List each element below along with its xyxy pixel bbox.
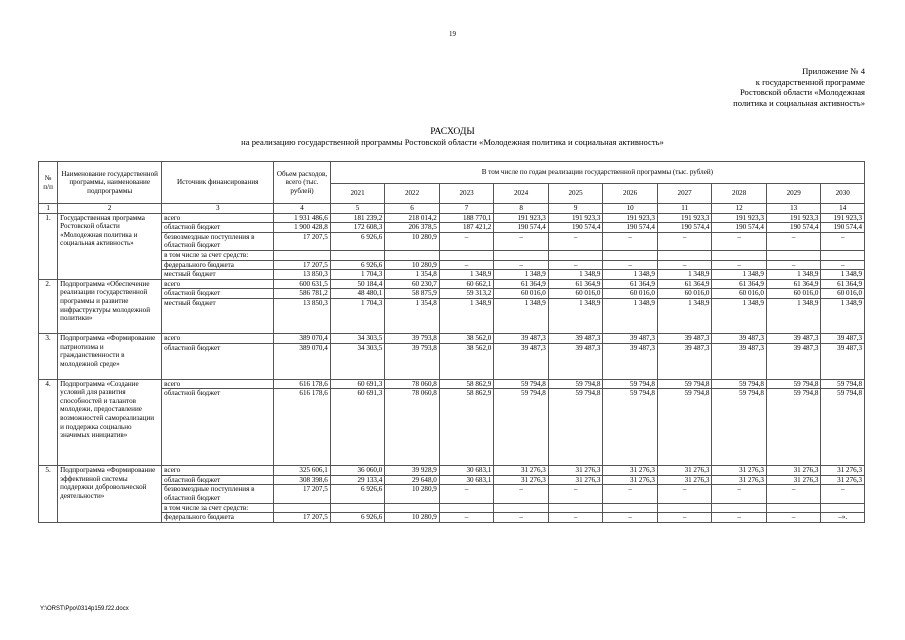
year-value: 31 276,3 (712, 475, 767, 485)
year-value (385, 250, 440, 260)
year-value: 61 364,9 (548, 279, 603, 289)
year-value: 191 923,3 (821, 213, 865, 223)
year-value: – (766, 485, 821, 503)
year-value: 60 230,7 (385, 279, 440, 289)
header-total: Объем расходов, всего (тыс. рублей) (274, 162, 331, 204)
year-value: 36 060,0 (330, 466, 385, 476)
year-value: 39 487,3 (712, 333, 767, 343)
column-number: 8 (494, 204, 549, 214)
year-value: 6 926,6 (330, 485, 385, 503)
year-value (766, 250, 821, 260)
column-number: 14 (821, 204, 865, 214)
year-value: 31 276,3 (603, 466, 658, 476)
year-value: 59 794,8 (821, 389, 865, 466)
column-number: 1 (39, 204, 58, 214)
funding-source: областной бюджет (162, 475, 274, 485)
year-value: 1 354,8 (385, 298, 440, 333)
year-value: 58 862,9 (439, 379, 494, 389)
year-value: 1 348,9 (657, 270, 712, 280)
year-value: 59 794,8 (603, 379, 658, 389)
funding-source: безвозмездные поступления в областной бюджет (162, 485, 274, 503)
header-year: 2027 (657, 184, 712, 204)
year-value: 1 348,9 (439, 270, 494, 280)
funding-source: всего (162, 466, 274, 476)
program-name: Подпрограмма «Обеспечение реализации государственной программы и развитие инфраструктуры молодежной политики» (58, 279, 162, 333)
year-value: 30 683,1 (439, 475, 494, 485)
year-value: 1 348,9 (494, 270, 549, 280)
year-value: 1 348,9 (603, 298, 658, 333)
year-value: – (494, 232, 549, 250)
table-row (39, 279, 865, 289)
year-value: – (439, 513, 494, 523)
year-value: – (766, 232, 821, 250)
year-value: 39 487,3 (821, 333, 865, 343)
funding-source: безвозмездные поступления в областной бюджет (162, 232, 274, 250)
year-value: – (494, 485, 549, 503)
header-name: Наименование государственной программы, наименование подпрограммы (58, 162, 162, 204)
total-value: 325 606,1 (274, 466, 331, 476)
year-value: 60 016,0 (494, 289, 549, 299)
year-value: 39 487,3 (657, 333, 712, 343)
year-value (603, 250, 658, 260)
year-value: – (712, 260, 767, 270)
year-value: – (712, 232, 767, 250)
header-year: 2022 (385, 184, 440, 204)
header-years-group: В том числе по годам реализации государственной программы (тыс. рублей) (330, 162, 864, 184)
year-value: 31 276,3 (494, 466, 549, 476)
year-value: 59 794,8 (766, 389, 821, 466)
expenses-table (38, 161, 865, 523)
year-value: – (548, 232, 603, 250)
year-value: 59 794,8 (494, 379, 549, 389)
total-value: 389 070,4 (274, 343, 331, 379)
year-value: 38 562,0 (439, 333, 494, 343)
year-value: – (766, 260, 821, 270)
year-value: 6 926,6 (330, 260, 385, 270)
year-value: 60 016,0 (821, 289, 865, 299)
year-value: – (494, 513, 549, 523)
year-value: – (494, 260, 549, 270)
column-number: 2 (58, 204, 162, 214)
row-number: 5. (39, 466, 58, 523)
year-value: 1 704,3 (330, 298, 385, 333)
year-value: 61 364,9 (821, 279, 865, 289)
total-value: 389 070,4 (274, 333, 331, 343)
header-year: 2026 (603, 184, 658, 204)
year-value: 1 348,9 (821, 270, 865, 280)
header-year: 2030 (821, 184, 865, 204)
total-value: 17 207,5 (274, 260, 331, 270)
year-value: 60 016,0 (712, 289, 767, 299)
funding-source: областной бюджет (162, 289, 274, 299)
header-year: 2024 (494, 184, 549, 204)
year-value: 59 794,8 (821, 379, 865, 389)
year-value: 39 793,8 (385, 333, 440, 343)
year-value: – (712, 513, 767, 523)
year-value: 191 923,3 (494, 213, 549, 223)
year-value (657, 503, 712, 513)
year-value (657, 250, 712, 260)
total-value (274, 250, 331, 260)
year-value: 48 480,1 (330, 289, 385, 299)
year-value: – (439, 232, 494, 250)
year-value: 39 487,3 (821, 343, 865, 379)
year-value: 61 364,9 (657, 279, 712, 289)
total-value: 616 178,6 (274, 389, 331, 466)
year-value: 58 875,9 (385, 289, 440, 299)
year-value: 61 364,9 (766, 279, 821, 289)
year-value: 39 487,3 (603, 343, 658, 379)
year-value: 31 276,3 (494, 475, 549, 485)
year-value: – (821, 260, 865, 270)
header-source: Источник финансирования (162, 162, 274, 204)
year-value: 59 794,8 (657, 379, 712, 389)
total-value (274, 503, 331, 513)
year-value (494, 503, 549, 513)
year-value: 39 487,3 (548, 343, 603, 379)
year-value: 188 770,1 (439, 213, 494, 223)
year-value: 187 421,2 (439, 223, 494, 233)
year-value: 39 487,3 (766, 343, 821, 379)
document-title: РАСХОДЫ (430, 126, 475, 137)
table-row (39, 270, 865, 280)
table-row (39, 260, 865, 270)
table-row (39, 250, 865, 260)
header-year: 2028 (712, 184, 767, 204)
document-title-block (0, 126, 905, 148)
table-body (39, 213, 865, 522)
year-value: 1 704,3 (330, 270, 385, 280)
funding-source: всего (162, 333, 274, 343)
year-value: 1 348,9 (439, 298, 494, 333)
year-value: –». (821, 513, 865, 523)
table-row (39, 513, 865, 523)
year-value: 60 016,0 (657, 289, 712, 299)
appendix-line: Ростовской области «Молодежная (739, 87, 865, 98)
year-value: 1 348,9 (766, 270, 821, 280)
year-value: 31 276,3 (603, 475, 658, 485)
year-value: 59 794,8 (548, 389, 603, 466)
program-name: Подпрограмма «Формирование патриотизма и гражданственности в молодежной среде» (58, 333, 162, 379)
year-value: – (712, 485, 767, 503)
column-number: 12 (712, 204, 767, 214)
year-value: 218 014,2 (385, 213, 440, 223)
year-value (439, 503, 494, 513)
year-value: 39 487,3 (548, 333, 603, 343)
row-number: 4. (39, 379, 58, 466)
total-value: 308 398,6 (274, 475, 331, 485)
year-value: 60 662,1 (439, 279, 494, 289)
year-value: 1 348,9 (548, 298, 603, 333)
year-value: 38 562,0 (439, 343, 494, 379)
year-value: 39 487,3 (766, 333, 821, 343)
year-value: 60 016,0 (766, 289, 821, 299)
program-name: Государственная программа Ростовской области «Молодежная политика и социальная активность» (58, 213, 162, 279)
year-value: 190 574,4 (548, 223, 603, 233)
year-value: 190 574,4 (494, 223, 549, 233)
year-value: – (821, 485, 865, 503)
year-value: 59 794,8 (603, 389, 658, 466)
year-value: 60 691,3 (330, 389, 385, 466)
table-row (39, 333, 865, 343)
year-value: 191 923,3 (712, 213, 767, 223)
year-value (385, 503, 440, 513)
year-value: 1 348,9 (712, 298, 767, 333)
year-value: 58 862,9 (439, 389, 494, 466)
year-value: 31 276,3 (712, 466, 767, 476)
year-value: 59 794,8 (657, 389, 712, 466)
funding-source: всего (162, 279, 274, 289)
year-value: 1 348,9 (712, 270, 767, 280)
year-value: – (603, 232, 658, 250)
year-value: 31 276,3 (657, 475, 712, 485)
page-number: 19 (449, 30, 456, 38)
year-value: 29 133,4 (330, 475, 385, 485)
row-number: 3. (39, 333, 58, 379)
table-row (39, 466, 865, 476)
total-value: 1 900 428,8 (274, 223, 331, 233)
year-value: – (657, 485, 712, 503)
header-year: 2025 (548, 184, 603, 204)
year-value: 30 683,1 (439, 466, 494, 476)
header-year: 2023 (439, 184, 494, 204)
year-value: 59 794,8 (712, 379, 767, 389)
year-value: – (603, 485, 658, 503)
funding-source: в том числе за счет средств: (162, 503, 274, 513)
year-value: 190 574,4 (766, 223, 821, 233)
total-value: 616 178,6 (274, 379, 331, 389)
table-row (39, 503, 865, 513)
table-header (39, 162, 865, 214)
year-value: – (766, 513, 821, 523)
year-value: 190 574,4 (712, 223, 767, 233)
year-value: 31 276,3 (821, 475, 865, 485)
year-value: 1 348,9 (548, 270, 603, 280)
year-value (712, 250, 767, 260)
column-number: 11 (657, 204, 712, 214)
total-value: 17 207,5 (274, 513, 331, 523)
year-value: 60 016,0 (603, 289, 658, 299)
header-year: 2029 (766, 184, 821, 204)
funding-source: областной бюджет (162, 389, 274, 466)
year-value: 61 364,9 (494, 279, 549, 289)
document-subtitle: на реализацию государственной программы Ростовской области «Молодежная политика и социальная активность» (241, 137, 664, 147)
year-value: 191 923,3 (603, 213, 658, 223)
year-value: 1 348,9 (603, 270, 658, 280)
year-value (603, 503, 658, 513)
funding-source: областной бюджет (162, 223, 274, 233)
year-value: 1 348,9 (494, 298, 549, 333)
year-value: 10 280,9 (385, 232, 440, 250)
year-value (330, 250, 385, 260)
funding-source: федерального бюджета (162, 513, 274, 523)
year-value (766, 503, 821, 513)
year-value: 6 926,6 (330, 513, 385, 523)
year-value: 191 923,3 (548, 213, 603, 223)
year-value: – (439, 260, 494, 270)
table-row (39, 223, 865, 233)
year-value: 31 276,3 (548, 466, 603, 476)
program-name: Подпрограмма «Формирование эффективной системы поддержки добровольческой деятельности» (58, 466, 162, 523)
year-value: 59 313,2 (439, 289, 494, 299)
table-row (39, 298, 865, 333)
year-value: 29 648,0 (385, 475, 440, 485)
year-value: 39 487,3 (603, 333, 658, 343)
total-value: 1 931 486,6 (274, 213, 331, 223)
year-value (712, 503, 767, 513)
year-value: – (548, 260, 603, 270)
year-value (439, 250, 494, 260)
year-value (821, 503, 865, 513)
year-value: 190 574,4 (657, 223, 712, 233)
year-value (494, 250, 549, 260)
year-value: 39 487,3 (494, 333, 549, 343)
column-number: 7 (439, 204, 494, 214)
table-row (39, 343, 865, 379)
year-value: – (821, 232, 865, 250)
year-value: – (657, 513, 712, 523)
year-value: 31 276,3 (766, 475, 821, 485)
column-number: 10 (603, 204, 658, 214)
funding-source: в том числе за счет средств: (162, 250, 274, 260)
year-value: 61 364,9 (712, 279, 767, 289)
year-value: 1 348,9 (821, 298, 865, 333)
year-value: 191 923,3 (657, 213, 712, 223)
year-value: 59 794,8 (766, 379, 821, 389)
funding-source: областной бюджет (162, 343, 274, 379)
table-row (39, 475, 865, 485)
year-value: 39 487,3 (712, 343, 767, 379)
year-value: 206 378,5 (385, 223, 440, 233)
appendix-line: к государственной программе (755, 76, 865, 87)
year-value: – (439, 485, 494, 503)
funding-source: федерального бюджета (162, 260, 274, 270)
year-value: 190 574,4 (821, 223, 865, 233)
year-value: 39 487,3 (494, 343, 549, 379)
year-value: 78 060,8 (385, 379, 440, 389)
year-value: 1 354,8 (385, 270, 440, 280)
column-number: 5 (330, 204, 385, 214)
year-value: 190 574,4 (603, 223, 658, 233)
row-number: 2. (39, 279, 58, 333)
year-value (548, 503, 603, 513)
funding-source: местный бюджет (162, 298, 274, 333)
year-value: 39 487,3 (657, 343, 712, 379)
year-value: 59 794,8 (712, 389, 767, 466)
table-row (39, 232, 865, 250)
year-value: 1 348,9 (766, 298, 821, 333)
year-value: 59 794,8 (548, 379, 603, 389)
year-value: 50 184,4 (330, 279, 385, 289)
year-value (548, 250, 603, 260)
total-value: 586 781,2 (274, 289, 331, 299)
year-value: 10 280,9 (385, 260, 440, 270)
appendix-line: Приложение № 4 (802, 66, 865, 76)
year-value: 1 348,9 (657, 298, 712, 333)
table-row (39, 213, 865, 223)
table-row (39, 485, 865, 503)
year-value: 10 280,9 (385, 513, 440, 523)
year-value: – (603, 260, 658, 270)
file-path-footer: Y:\ORST\Ppo\0314p159.f22.docx (40, 606, 129, 612)
year-value: 31 276,3 (766, 466, 821, 476)
column-number: 3 (162, 204, 274, 214)
year-value: 34 303,5 (330, 343, 385, 379)
year-value (330, 503, 385, 513)
year-value: 60 691,3 (330, 379, 385, 389)
year-value: 59 794,8 (494, 389, 549, 466)
year-value: 191 923,3 (766, 213, 821, 223)
year-value: 39 928,9 (385, 466, 440, 476)
year-value: 31 276,3 (657, 466, 712, 476)
column-number: 13 (766, 204, 821, 214)
year-value: – (657, 260, 712, 270)
column-number: 6 (385, 204, 440, 214)
total-value: 13 850,3 (274, 270, 331, 280)
year-value: 31 276,3 (821, 466, 865, 476)
column-number: 4 (274, 204, 331, 214)
table-row (39, 289, 865, 299)
year-value: 181 239,2 (330, 213, 385, 223)
year-value: – (603, 513, 658, 523)
year-value: 172 608,3 (330, 223, 385, 233)
year-value: 61 364,9 (603, 279, 658, 289)
total-value: 17 207,5 (274, 485, 331, 503)
table-row (39, 389, 865, 466)
header-year: 2021 (330, 184, 385, 204)
appendix-line: политика и социальная активность» (733, 97, 865, 108)
year-value: 31 276,3 (548, 475, 603, 485)
program-name: Подпрограмма «Создание условий для развития способностей и талантов молодежи, предоставление возможностей самореализации и поддержка социально значимых инициатив» (58, 379, 162, 466)
total-value: 600 631,5 (274, 279, 331, 289)
row-number: 1. (39, 213, 58, 279)
year-value: 39 793,8 (385, 343, 440, 379)
funding-source: всего (162, 379, 274, 389)
year-value: – (548, 485, 603, 503)
column-number: 9 (548, 204, 603, 214)
funding-source: всего (162, 213, 274, 223)
year-value: – (548, 513, 603, 523)
year-value: 60 016,0 (548, 289, 603, 299)
header-num: № п/п (39, 162, 58, 204)
year-value: 78 060,8 (385, 389, 440, 466)
funding-source: местный бюджет (162, 270, 274, 280)
year-value: – (657, 232, 712, 250)
total-value: 13 850,3 (274, 298, 331, 333)
year-value: 10 280,9 (385, 485, 440, 503)
year-value: 34 303,5 (330, 333, 385, 343)
table-row (39, 379, 865, 389)
year-value (821, 250, 865, 260)
year-value: 6 926,6 (330, 232, 385, 250)
total-value: 17 207,5 (274, 232, 331, 250)
appendix-heading (733, 66, 865, 108)
